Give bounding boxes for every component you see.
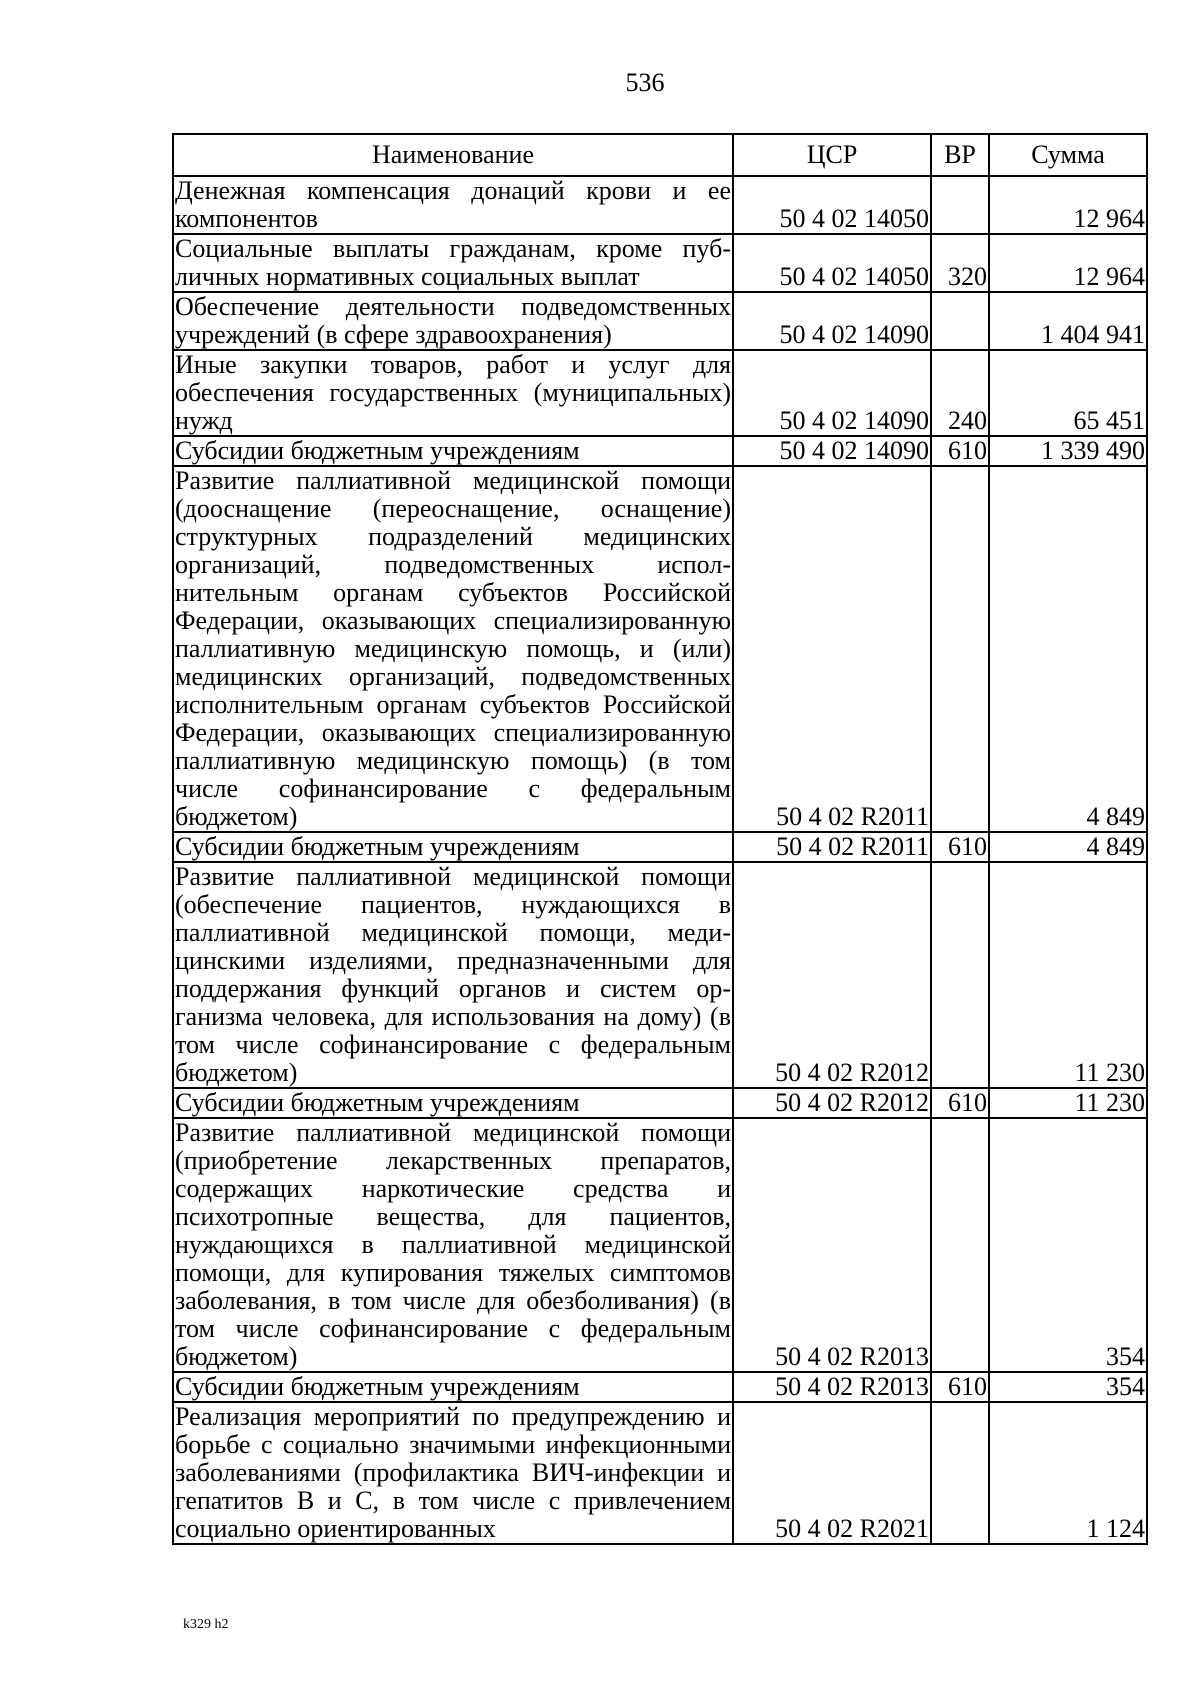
cell-vr: 610 [931,1372,989,1402]
cell-name: Субсидии бюджетным учреждениям [173,1088,733,1118]
cell-csr: 50 4 02 14050 [733,234,931,292]
cell-vr: 240 [931,350,989,436]
cell-vr [931,466,989,832]
cell-name: Иные закупки товаров, работ и услуг для обеспечения государственных (муниципальных) нужд [175,350,731,435]
table-row [173,862,1147,1088]
cell-sum: 4 849 [989,466,1147,832]
table-row [173,832,1147,862]
page-number: 536 [625,68,665,97]
table-row [173,1088,1147,1118]
table-header-row [173,134,1147,176]
table-row [173,350,1147,436]
cell-csr: 50 4 02 14090 [733,350,931,436]
header-csr: ЦСР [733,134,931,176]
cell-csr: 50 4 02 R2011 [733,466,931,832]
cell-sum: 354 [989,1118,1147,1372]
cell-name: Развитие паллиативной медицинской помощи (обеспечение пациентов, нуждающихся в паллиативной медицинской помощи, медицинскими изделиями, предназначенными для поддержания функций органов и систем организма человека, для использования на дому) (в том числе софинансирование с федеральным бюджетом) [175,862,731,1087]
cell-sum: 1 124 [989,1402,1147,1544]
cell-name: Субсидии бюджетным учреждениям [173,1372,733,1402]
cell-vr [931,1402,989,1544]
cell-name: Субсидии бюджетным учреждениям [173,832,733,862]
cell-vr [931,292,989,350]
cell-sum: 354 [989,1372,1147,1402]
table-row [173,176,1147,234]
cell-csr: 50 4 02 14090 [733,436,931,466]
cell-vr: 610 [931,832,989,862]
table-row [173,436,1147,466]
table-row [173,234,1147,292]
cell-sum: 4 849 [989,832,1147,862]
cell-vr [931,176,989,234]
cell-sum: 12 964 [989,234,1147,292]
budget-table [172,133,1148,1545]
cell-name: Субсидии бюджетным учреждениям [173,436,733,466]
cell-csr: 50 4 02 R2013 [733,1372,931,1402]
header-vr: ВР [931,134,989,176]
table-row [173,1372,1147,1402]
table-row [173,466,1147,832]
cell-name: Развитие паллиативной медицинской помощи (дооснащение (переоснащение, оснащение) структурных подразделений медицинских организаций, подведомственных исполнительным органам субъектов Российской Федерации, оказывающих специализированную паллиативную медицинскую помощь, и (или) медицинских организаций, подведомственных исполнительным органам субъектов Российской Федерации, оказывающих специализированную паллиативную медицинскую помощь) (в том числе софинансирование с федеральным бюджетом) [175,466,731,831]
cell-name: Обеспечение деятельности подведомственных учреждений (в сфере здравоохранения) [175,292,731,349]
cell-csr: 50 4 02 R2012 [733,862,931,1088]
cell-sum: 65 451 [989,350,1147,436]
table-row [173,1402,1147,1544]
table-row [173,292,1147,350]
header-name: Наименование [173,134,733,176]
cell-csr: 50 4 02 R2021 [733,1402,931,1544]
cell-sum: 11 230 [989,862,1147,1088]
cell-csr: 50 4 02 14090 [733,292,931,350]
table-row [173,1118,1147,1372]
cell-vr [931,862,989,1088]
footer-code: k329 h2 [183,1617,229,1632]
cell-name: Развитие паллиативной медицинской помощи (приобретение лекарственных препаратов, содержащих наркотические средства и психотропные вещества, для пациентов, нуждающихся в паллиативной медицинской помощи, для купирования тяжелых симптомов заболевания, в том числе для обезболивания) (в том числе софинансирование с федеральным бюджетом) [175,1118,731,1371]
cell-vr: 320 [931,234,989,292]
cell-csr: 50 4 02 14050 [733,176,931,234]
header-sum: Сумма [989,134,1147,176]
cell-vr [931,1118,989,1372]
cell-sum: 11 230 [989,1088,1147,1118]
table-body [173,176,1147,1544]
cell-sum: 1 339 490 [989,436,1147,466]
cell-name: Социальные выплаты гражданам, кроме публичных нормативных социальных выплат [175,234,731,291]
cell-vr: 610 [931,436,989,466]
cell-csr: 50 4 02 R2013 [733,1118,931,1372]
cell-csr: 50 4 02 R2011 [733,832,931,862]
cell-csr: 50 4 02 R2012 [733,1088,931,1118]
cell-name: Реализация мероприятий по предупреждению и борьбе с социально значимыми инфекционными заболеваниями (профилактика ВИЧ-инфекции и гепатитов B и C, в том числе с привлечением социально ориентированных [175,1402,731,1543]
cell-sum: 1 404 941 [989,292,1147,350]
cell-sum: 12 964 [989,176,1147,234]
cell-name: Денежная компенсация донаций крови и ее компонентов [175,176,731,233]
cell-vr: 610 [931,1088,989,1118]
